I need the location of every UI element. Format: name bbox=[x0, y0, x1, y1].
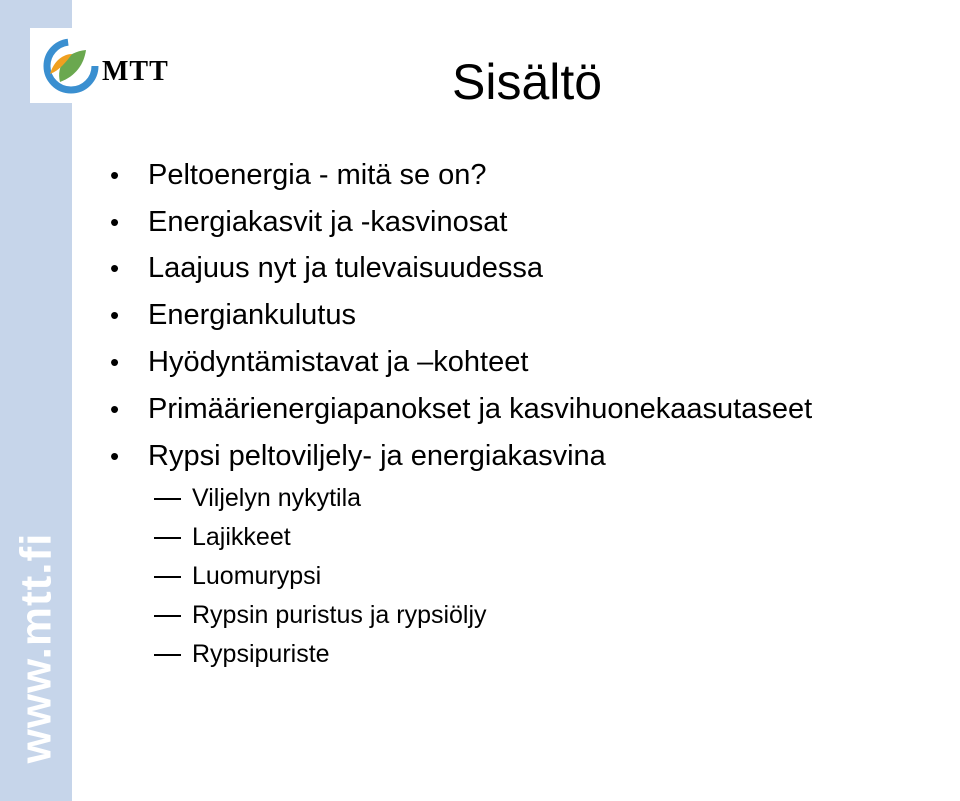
bullet-text: Primäärienergiapanokset ja kasvihuonekaasutaseet bbox=[148, 393, 813, 425]
dash-icon bbox=[154, 537, 181, 539]
bullet-text: Hyödyntämistavat ja –kohteet bbox=[148, 346, 529, 378]
bullet-item bbox=[110, 392, 813, 426]
sidebar-band bbox=[0, 0, 72, 801]
bullet-item bbox=[110, 298, 356, 332]
sub-item bbox=[192, 522, 291, 552]
bullet-icon: • bbox=[110, 441, 120, 471]
sub-item-text: Lajikkeet bbox=[192, 523, 291, 551]
sub-item-text: Luomurypsi bbox=[192, 562, 322, 590]
slide-title: Sisältö bbox=[452, 54, 603, 110]
sub-item bbox=[192, 639, 330, 669]
bullet-text: Rypsi peltoviljely- ja energiakasvina bbox=[148, 440, 606, 472]
mtt-leaf-logo-icon bbox=[42, 30, 100, 100]
bullet-text: Energiakasvit ja -kasvinosat bbox=[148, 206, 508, 238]
bullet-icon: • bbox=[110, 207, 120, 237]
bullet-icon: • bbox=[110, 300, 120, 330]
mtt-logo bbox=[30, 28, 180, 103]
bullet-icon: • bbox=[110, 347, 120, 377]
sub-item bbox=[192, 600, 487, 630]
bullet-item bbox=[110, 345, 529, 379]
bullet-item bbox=[110, 205, 508, 239]
dash-icon bbox=[154, 654, 181, 656]
sub-item bbox=[192, 561, 321, 591]
sidebar-url-text: www.mtt.fi bbox=[11, 532, 61, 763]
bullet-icon: • bbox=[110, 160, 120, 190]
dash-icon bbox=[154, 615, 181, 617]
bullet-item bbox=[110, 251, 543, 285]
bullet-item bbox=[110, 439, 606, 473]
dash-icon bbox=[154, 576, 181, 578]
bullet-icon: • bbox=[110, 253, 120, 283]
bullet-text: Laajuus nyt ja tulevaisuudessa bbox=[148, 252, 543, 284]
sub-item bbox=[192, 483, 361, 513]
sub-item-text: Viljelyn nykytila bbox=[192, 484, 362, 512]
bullet-text: Peltoenergia - mitä se on? bbox=[148, 159, 487, 191]
sub-item-text: Rypsin puristus ja rypsiöljy bbox=[192, 601, 487, 629]
logo-text: MTT bbox=[102, 56, 169, 87]
sidebar-url bbox=[8, 532, 64, 763]
dash-icon bbox=[154, 498, 181, 500]
sub-item-text: Rypsipuriste bbox=[192, 640, 330, 668]
bullet-item bbox=[110, 158, 487, 192]
bullet-text: Energiankulutus bbox=[148, 299, 356, 331]
bullet-icon: • bbox=[110, 394, 120, 424]
